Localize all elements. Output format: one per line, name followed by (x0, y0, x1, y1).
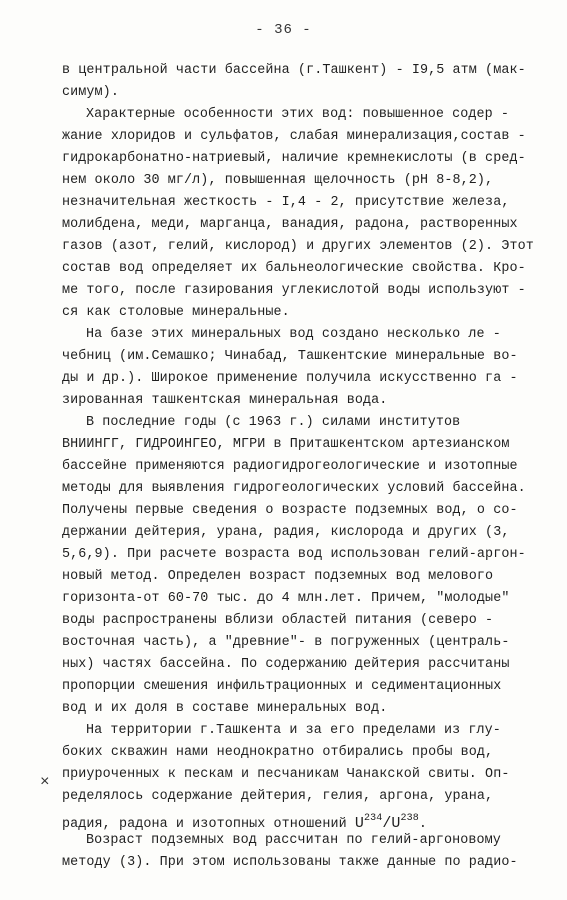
text-line: нем около 30 мг/л), повышенная щелочность (рН 8-8,2), (62, 173, 494, 188)
text-line: На территории г.Ташкента и за его пределами из глу- (86, 723, 501, 738)
page-number: - 36 - (255, 22, 312, 38)
text-line: Возраст подземных вод рассчитан по гелий-аргоновому (86, 833, 501, 848)
text-line: новый метод. Определен возраст подземных вод мелового (62, 569, 494, 584)
text-line: горизонта-от 60-70 тыс. до 4 млн.лет. Причем, "молодые" (62, 591, 510, 606)
text-line: газов (азот, гелий, кислород) и других элементов (2). Этот (62, 239, 534, 254)
text-line: ся как столовые минеральные. (62, 305, 290, 320)
text-line: ды и др.). Широкое применение получила искусственно га - (62, 371, 518, 386)
text-line: незначительная жесткость - I,4 - 2, присутствие железа, (62, 195, 510, 210)
text-line: восточная часть), а "древние"- в погруженных (централь- (62, 635, 510, 650)
margin-mark-icon: × (40, 773, 50, 791)
text-line: ределялось содержание дейтерия, гелия, аргона, урана, (62, 789, 494, 804)
text-line: держании дейтерия, урана, радия, кислорода и других (3, (62, 525, 510, 540)
body-text (62, 60, 532, 874)
text-line: приуроченных к пескам и песчаникам Чанакской свиты. Оп- (62, 767, 510, 782)
text-line: ме того, после газирования углекислотой воды используют - (62, 283, 526, 298)
closing-lines (62, 830, 532, 874)
text-line: методы для выявления гидрогеологических условий бассейна. (62, 481, 526, 496)
uranium-mass-234: 234 (364, 813, 383, 824)
isotope-line-suffix: . (418, 817, 427, 832)
text-line: воды распространены вблизи областей питания (северо - (62, 613, 494, 628)
text-line: симум). (62, 85, 119, 100)
text-line: состав вод определяет их бальнеологические свойства. Кро- (62, 261, 526, 276)
text-line: Получены первые сведения о возрасте подземных вод, о со- (62, 503, 518, 518)
text-line: молибдена, меди, марганца, ванадия, радона, растворенных (62, 217, 518, 232)
uranium-symbol-1: U (354, 815, 364, 832)
text-line: 5,6,9). При расчете возраста вод использован гелий-аргон- (62, 547, 526, 562)
isotope-ratio-line (62, 808, 532, 830)
text-line: боких скважин нами неоднократно отбирались пробы вод, (62, 745, 494, 760)
uranium-symbol-2: U (391, 815, 401, 832)
text-line: гидрокарбонатно-натриевый, наличие кремнекислоты (в сред- (62, 151, 526, 166)
text-line: в центральной части бассейна (г.Ташкент) - I9,5 атм (мак- (62, 63, 526, 78)
text-line: жание хлоридов и сульфатов, слабая минерализация,состав - (62, 129, 526, 144)
text-line: зированная ташкентская минеральная вода. (62, 393, 388, 408)
text-line: пропорции смешения инфильтрационных и седиментационных (62, 679, 502, 694)
text-line: ных) частях бассейна. По содержанию дейтерия рассчитаны (62, 657, 510, 672)
text-line: чебниц (им.Семашко; Чинабад, Ташкентские минеральные во- (62, 349, 518, 364)
text-line: методу (3). При этом использованы также данные по радио- (62, 855, 518, 870)
ratio-slash: / (382, 815, 392, 832)
text-line: Характерные особенности этих вод: повышенное содер - (86, 107, 510, 122)
paragraph-lines (62, 60, 532, 808)
text-line: ВНИИНГГ, ГИДРОИНГЕО, МГРИ в Приташкентском артезианском (62, 437, 510, 452)
text-line: На базе этих минеральных вод создано несколько ле - (86, 327, 501, 342)
isotope-line-prefix: радия, радона и изотопных отношений (62, 817, 355, 832)
text-line: В последние годы (с 1963 г.) силами институтов (86, 415, 461, 430)
text-line: бассейне применяются радиогидрогеологические и изотопные (62, 459, 518, 474)
text-line: вод и их доля в составе минеральных вод. (62, 701, 388, 716)
uranium-mass-238: 238 (400, 813, 419, 824)
